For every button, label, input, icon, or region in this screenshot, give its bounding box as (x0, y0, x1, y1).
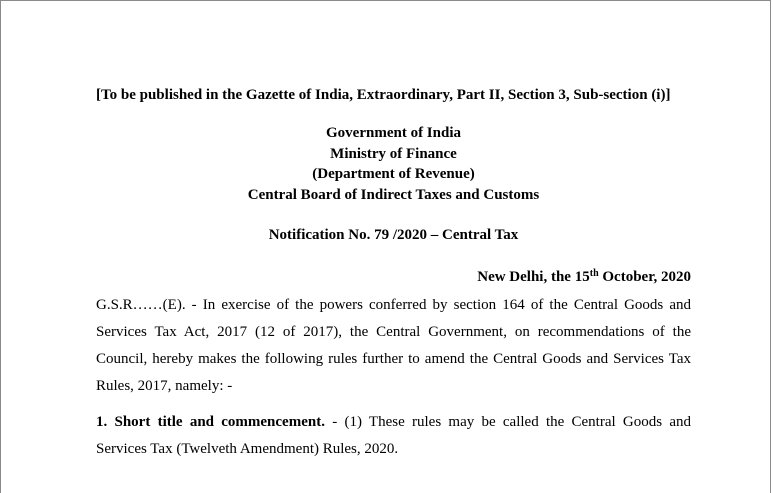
dateline (96, 267, 691, 287)
notification-number: Notification No. 79 /2020 – Central Tax (268, 227, 519, 243)
rule-1-title: 1. Short title and commencement. (96, 414, 325, 430)
dateline-superscript: th (589, 268, 599, 279)
gazette-note: [To be published in the Gazette of India, Extraordinary, Part II, Section 3, Sub-section (i)] (96, 87, 671, 103)
dateline-suffix: October, 2020 (598, 269, 691, 285)
heading-line-government: Government of India (326, 125, 461, 141)
document-content (96, 85, 691, 463)
rule-1-text: - (1) These rules may be called the Central Goods and Services Tax (Twelveth Amendment) Rules, 2020. (96, 414, 691, 457)
dateline-prefix: New Delhi, the 15 (477, 269, 590, 285)
rule-1-paragraph (96, 409, 691, 463)
preamble-paragraph: G.S.R……(E). - In exercise of the powers conferred by section 164 of the Central Goods and Services Tax Act, 2017 (12 of 2017), the Central Government, on recommendations of the Council, hereby makes the following rules further to amend the Central Goods and Services Tax Rules, 2017, namely: - (96, 297, 691, 394)
heading-line-board: Central Board of Indirect Taxes and Customs (247, 186, 540, 203)
heading-line-department: (Department of Revenue) (312, 166, 475, 182)
heading-line-ministry: Ministry of Finance (330, 145, 457, 162)
issuing-authority-heading (96, 123, 691, 205)
